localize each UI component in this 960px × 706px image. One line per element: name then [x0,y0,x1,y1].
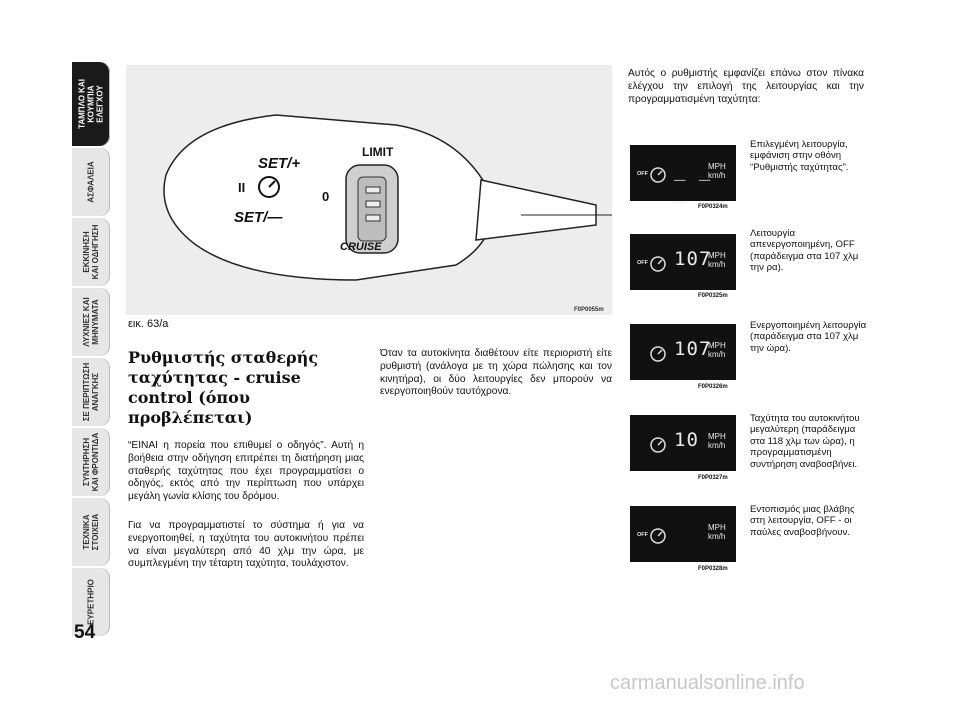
cruise-speedometer-icon [648,435,668,455]
display-code: F0P0327m [698,475,728,481]
paragraph-2: Για να προγραμματιστεί το σύστημα ή για να ενεργοποιηθεί, η ταχύτητα του αυτοκινήτου πρέπει να είναι μεγαλύτερη από 40 χλμ την ώρα, με συμπλεγμένη την τέταρτη ταχύτητα, τουλάχιστον. [128,520,364,570]
sidebar-tabs [72,62,110,638]
cruise-label: CRUISE [340,241,382,253]
display-fault: OFF MPH km/h [630,506,736,562]
tab-maintenance[interactable]: ΣΥΝΤΗΡΗΣΗ ΚΑΙ ΦΡΟΝΤΙΔΑ [72,428,110,496]
display-code: F0P0326m [698,384,728,390]
section-title: Ρυθμιστής σταθερής ταχύτητας - cruise control (όπου προβλέπεται) [128,348,319,427]
tab-dashboard-controls[interactable]: ΤΑΜΠΛΟ ΚΑΙ ΚΟΥΜΠΙΑ ΕΛΕΓΧΟΥ [72,62,110,146]
set-minus-label: SET/— [234,209,283,226]
display-description: Επιλεγμένη λειτουργία, εμφάνιση στην οθόνη “Ρυθμιστής ταχύτητας”. [750,139,849,173]
cruise-speedometer-icon [648,254,668,274]
tab-index[interactable]: ΕΥΡΕΤΗΡΙΟ [72,568,110,636]
stalk-illustration [126,65,612,315]
figure-code: F0P0055m [574,307,604,313]
display-ready: OFF _ _ _ MPH km/h [630,145,736,201]
limit-label: LIMIT [362,145,394,159]
cruise-control-stalk-figure [126,65,612,315]
page-number: 54 [74,622,96,643]
tab-emergency[interactable]: ΣΕ ΠΕΡΙΠΤΩΣΗ ΑΝΑΓΚΗΣ [72,358,110,426]
display-off: OFF 107 MPH km/h [630,234,736,290]
cruise-speedometer-icon [648,165,668,185]
intro-paragraph: Αυτός ο ρυθμιστής εμφανίζει επάνω στον πίνακα ελέγχου την επιλογή της λειτουργίας και την προγραμματισμένη ταχύτητα: [628,68,864,105]
display-overspeed: 10 MPH km/h [630,415,736,471]
zero-label: 0 [322,189,330,204]
display-description: Ενεργοποιημένη λειτουργία (παράδειγμα στα 107 χλμ την ώρα). [750,320,867,354]
display-active: 107 MPH km/h [630,324,736,380]
tab-starting-driving[interactable]: ΕΚΚΙΝΗΣΗ ΚΑΙ ΟΔΗΓΗΣΗ [72,218,110,286]
display-description: Εντοπισμός μιας βλάβης στη λειτουργία, OFF - οι παύλες αναβοσβήνουν. [750,504,855,538]
tab-technical-data[interactable]: ΤΕΧΝΙΚΑ ΣΤΟΙΧΕΙΑ [72,498,110,566]
paragraph-3: Όταν τα αυτοκίνητα διαθέτουν είτε περιοριστή είτε ρυθμιστή (ανάλογα με τη χώρα πώλησης και τον κινητήρα), οι δύο λειτουργίες δεν μπορούν να ενεργοποιηθούν ταυτόχρονα. [380,348,612,398]
set-plus-label: SET/+ [258,155,301,172]
display-description: Λειτουργία απενεργοποιημένη, OFF (παράδειγμα στα 107 χλμ την ρα). [750,228,859,274]
display-code: F0P0328m [698,566,728,572]
paragraph-1: “ΕΙΝΑΙ η πορεία που επιθυμεί ο οδηγός”. Αυτή η βοήθεια στην οδήγηση επιτρέπει τη διατήρηση μιας σταθερής ταχύτητας που έχει προγραμματίσει ο οδηγός, εκτός από την περίπτωση που υπάρχει μεγάλη γωνία κλίσης του δρόμου. [128,440,364,503]
tab-safety[interactable]: ΑΣΦΑΛΕΙΑ [72,148,110,216]
cruise-speedometer-icon [648,526,668,546]
display-code: F0P0325m [698,293,728,299]
tab-warning-lights[interactable]: ΛΥΧΝΙΕΣ ΚΑΙ ΜΗΝΥΜΑΤΑ [72,288,110,356]
display-description: Ταχύτητα του αυτοκινήτου μεγαλύτερη (παράδειγμα στα 118 χλμ των ώρα), η προγραμματισμένη συντήρηση αναβοσβήνει. [750,413,860,470]
cruise-speedometer-icon [648,344,668,364]
pause-label: II [238,180,246,195]
figure-caption: εικ. 63/a [128,318,169,330]
display-code: F0P0324m [698,204,728,210]
watermark: carmanualsonline.info [610,672,805,694]
